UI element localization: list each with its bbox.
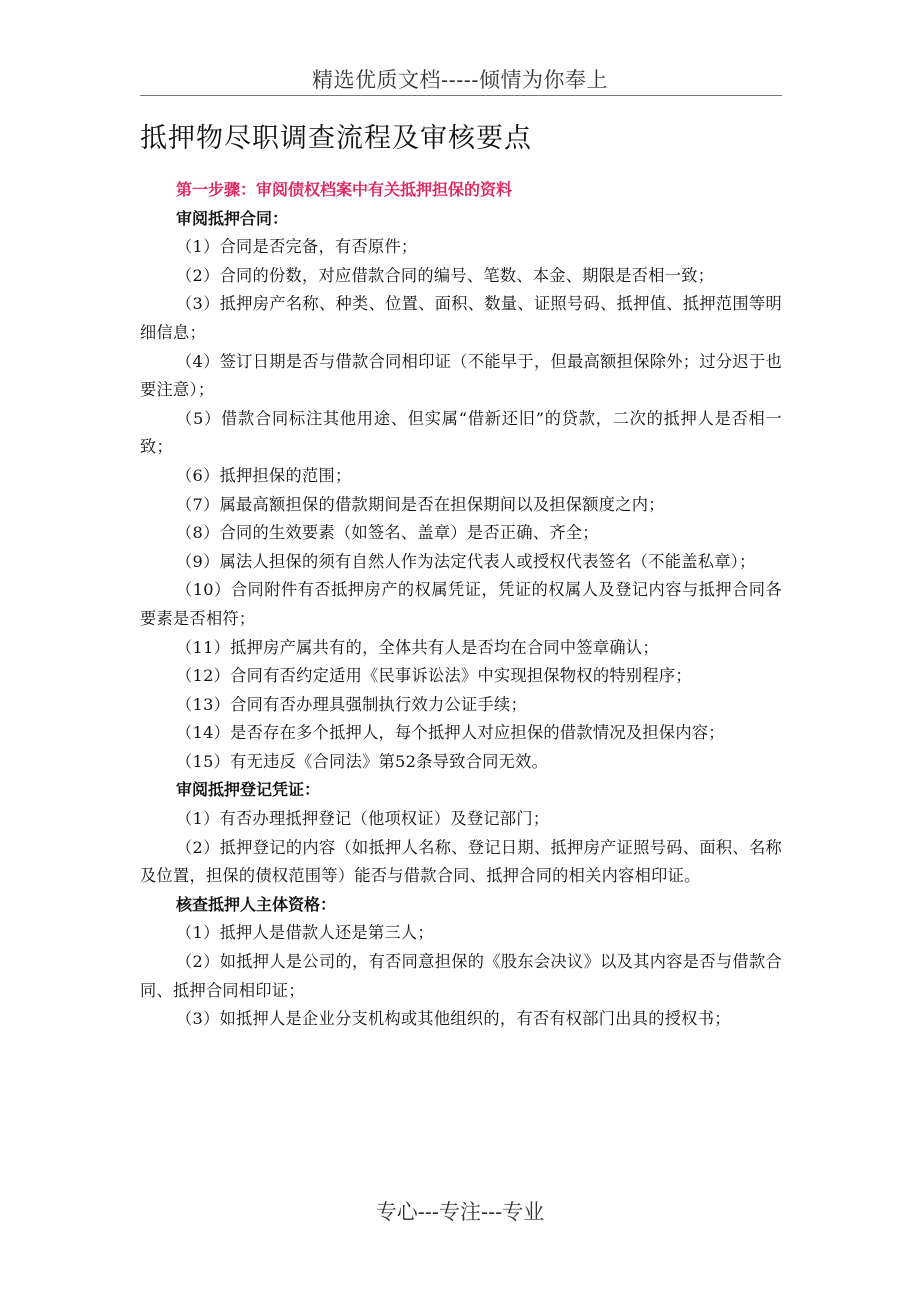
list-item: （1）合同是否完备，有否原件； bbox=[176, 237, 418, 257]
list-item: （2）如抵押人是公司的，有否同意担保的《股东会决议》以及其内容是否与借款合同、抵押合同相印证； bbox=[140, 952, 782, 1000]
list-item: （10）合同附件有否抵押房产的权属凭证，凭证的权属人及登记内容与抵押合同各要素是否相符； bbox=[140, 580, 782, 628]
page-header: 精选优质文档-----倾情为你奉上 bbox=[312, 68, 608, 92]
list-item: （1）有否办理抵押登记（他项权证）及登记部门； bbox=[176, 809, 550, 829]
list-item: （8）合同的生效要素（如签名、盖章）是否正确、齐全； bbox=[176, 523, 599, 543]
contract-items bbox=[140, 233, 782, 776]
document-title: 抵押物尽职调查流程及审核要点 bbox=[140, 123, 532, 154]
list-item: （2）合同的份数，对应借款合同的编号、笔数、本金、期限是否相一致； bbox=[176, 265, 715, 285]
list-item: （5）借款合同标注其他用途、但实属“借新还旧”的贷款，二次的抵押人是否相一致； bbox=[140, 408, 782, 457]
list-item: （14）是否存在多个抵押人，每个抵押人对应担保的借款情况及担保内容； bbox=[176, 723, 725, 743]
section-heading-mortgagor: 核查抵押人主体资格： bbox=[176, 894, 337, 914]
list-item: （1）抵押人是借款人还是第三人； bbox=[176, 923, 434, 943]
mortgagor-items bbox=[140, 919, 782, 1033]
list-item: （4）签订日期是否与借款合同相印证（不能早于，但最高额担保除外；过分迟于也要注意）； bbox=[140, 351, 782, 400]
list-item: （6）抵押担保的范围； bbox=[176, 465, 352, 485]
document-body bbox=[140, 176, 782, 1034]
list-item: （15）有无违反《合同法》第52条导致合同无效。 bbox=[176, 751, 549, 771]
list-item: （3）抵押房产名称、种类、位置、面积、数量、证照号码、抵押值、抵押范围等明细信息； bbox=[140, 294, 782, 342]
registration-items bbox=[140, 805, 782, 891]
section-heading-registration: 审阅抵押登记凭证： bbox=[176, 780, 321, 800]
list-item: （3）如抵押人是企业分支机构或其他组织的，有否有权部门出具的授权书； bbox=[176, 1009, 731, 1029]
section-heading-contract: 审阅抵押合同： bbox=[176, 208, 289, 228]
header-divider bbox=[140, 95, 782, 96]
list-item: （7）属最高额担保的借款期间是否在担保期间以及担保额度之内； bbox=[176, 494, 665, 514]
list-item: （11）抵押房产属共有的，全体共有人是否均在合同中签章确认； bbox=[176, 637, 659, 657]
list-item: （13）合同有否办理具强制执行效力公证手续； bbox=[176, 694, 527, 714]
step-heading: 第一步骤：审阅债权档案中有关抵押担保的资料 bbox=[176, 180, 513, 199]
list-item: （9）属法人担保的须有自然人作为法定代表人或授权代表签名（不能盖私章）； bbox=[176, 551, 756, 571]
list-item: （12）合同有否约定适用《民事诉讼法》中实现担保物权的特别程序； bbox=[176, 666, 692, 686]
page-footer: 专心---专注---专业 bbox=[375, 1200, 545, 1224]
list-item: （2）抵押登记的内容（如抵押人名称、登记日期、抵押房产证照号码、面积、名称及位置，担保的债权范围等）能否与借款合同、抵押合同的相关内容相印证。 bbox=[140, 837, 782, 886]
